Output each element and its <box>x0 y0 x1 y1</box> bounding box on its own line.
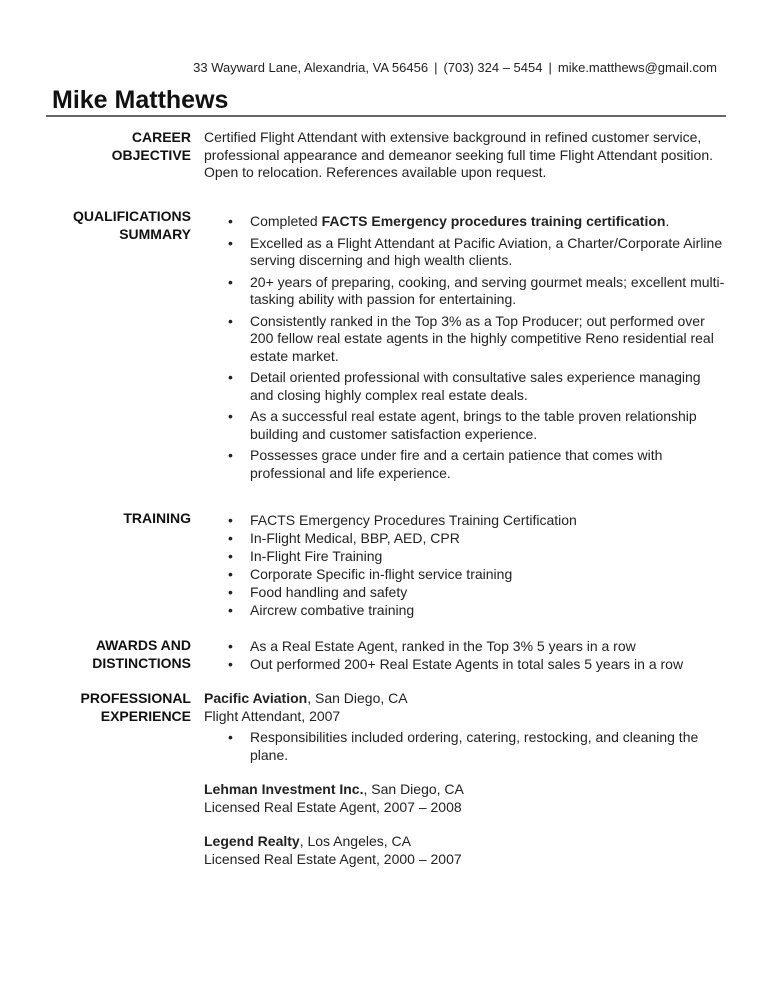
list-item: • Out performed 200+ Real Estate Agents in total sales 5 years in a row <box>228 655 684 672</box>
list-item: • Detail oriented professional with consultative sales experience managing and closing highly complex real estate deals. <box>228 369 701 403</box>
objective-text: Certified Flight Attendant with extensive background in refined customer service, professional appearance and demeanor seeking full time Flight Attendant position. Open to relocation. References available upon request. <box>204 129 713 180</box>
phone: (703) 324 – 5454 <box>443 60 543 75</box>
bullet-icon: • <box>228 584 233 600</box>
list-item: • Excelled as a Flight Attendant at Pacific Aviation, a Charter/Corporate Airline serving discerning and high wealth clients. <box>228 234 723 268</box>
job-entry: Lehman Investment Inc., San Diego, CA Licensed Real Estate Agent, 2007 – 2008 <box>204 781 724 816</box>
bullet-icon: • <box>228 729 233 745</box>
list-item: • As a successful real estate agent, brings to the table proven relationship building and customer satisfaction experience. <box>228 408 697 442</box>
bullet-icon: • <box>228 312 233 329</box>
company-name: Lehman Investment Inc. <box>204 781 364 797</box>
list-item: • Possesses grace under fire and a certain patience that comes with professional and life experience. <box>228 447 663 481</box>
bullet-icon: • <box>228 512 233 528</box>
bullet-icon: • <box>228 566 233 582</box>
job-title: Flight Attendant, 2007 <box>204 707 341 724</box>
bullet-icon: • <box>228 638 233 654</box>
list-item: • Aircrew combative training <box>228 602 415 618</box>
list-item: • In-Flight Fire Training <box>228 548 383 564</box>
email: mike.matthews@gmail.com <box>557 60 717 75</box>
list-item: • In-Flight Medical, BBP, AED, CPR <box>228 530 460 546</box>
job-entry: Legend Realty, Los Angeles, CA Licensed Real Estate Agent, 2000 – 2007 <box>204 833 724 868</box>
bullet-icon: • <box>228 548 233 564</box>
company-name: Legend Realty <box>204 833 300 849</box>
list-item: • Completed FACTS Emergency procedures training certification. <box>228 213 670 229</box>
list-item: • FACTS Emergency Procedures Training Certification <box>228 512 577 528</box>
section-label: CAREER OBJECTIVE <box>111 129 191 163</box>
bullet-icon: • <box>228 602 233 618</box>
list-item: • As a Real Estate Agent, ranked in the Top 3% 5 years in a row <box>228 638 636 654</box>
separator: | <box>434 60 438 75</box>
training-list <box>204 511 724 619</box>
section-label: PROFESSIONAL EXPERIENCE <box>80 690 191 724</box>
bullet-icon: • <box>228 447 233 463</box>
job-title: Licensed Real Estate Agent, 2000 – 2007 <box>204 850 462 867</box>
address: 33 Wayward Lane, Alexandria, VA 56456 <box>193 60 429 75</box>
section-label: TRAINING <box>123 510 191 526</box>
bullet-icon: • <box>228 530 233 546</box>
bullet-icon: • <box>228 655 233 672</box>
bullet-icon: • <box>228 408 233 424</box>
header-divider <box>46 115 726 117</box>
company-name: Pacific Aviation <box>204 690 308 706</box>
awards-list <box>204 638 724 673</box>
list-item: • Corporate Specific in-flight service training <box>228 566 513 582</box>
job-entry: Pacific Aviation, San Diego, CA Flight Attendant, 2007 • Responsibilities included ordering, catering, restocking, and cleaning the plane. <box>204 690 724 764</box>
list-item: • Food handling and safety <box>228 584 408 600</box>
bullet-icon: • <box>228 213 233 229</box>
qualifications-list <box>204 213 724 482</box>
section-label: QUALIFICATIONS SUMMARY <box>73 208 191 242</box>
list-item: • Responsibilities included ordering, catering, restocking, and cleaning the plane. <box>228 729 699 763</box>
list-item: • 20+ years of preparing, cooking, and serving gourmet meals; excellent multi-tasking ability with passion for entertaining. <box>228 273 725 307</box>
candidate-name: Mike Matthews <box>52 86 229 114</box>
job-title: Licensed Real Estate Agent, 2007 – 2008 <box>204 798 462 815</box>
bullet-icon: • <box>228 369 233 385</box>
separator: | <box>548 60 552 75</box>
bullet-icon: • <box>228 273 233 290</box>
section-label: AWARDS AND DISTINCTIONS <box>92 637 191 671</box>
bullet-icon: • <box>228 234 233 251</box>
contact-line <box>193 60 717 75</box>
list-item: • Consistently ranked in the Top 3% as a Top Producer; out performed over 200 fellow real estate agents in the highly competitive Reno residential real estate market. <box>228 312 714 364</box>
